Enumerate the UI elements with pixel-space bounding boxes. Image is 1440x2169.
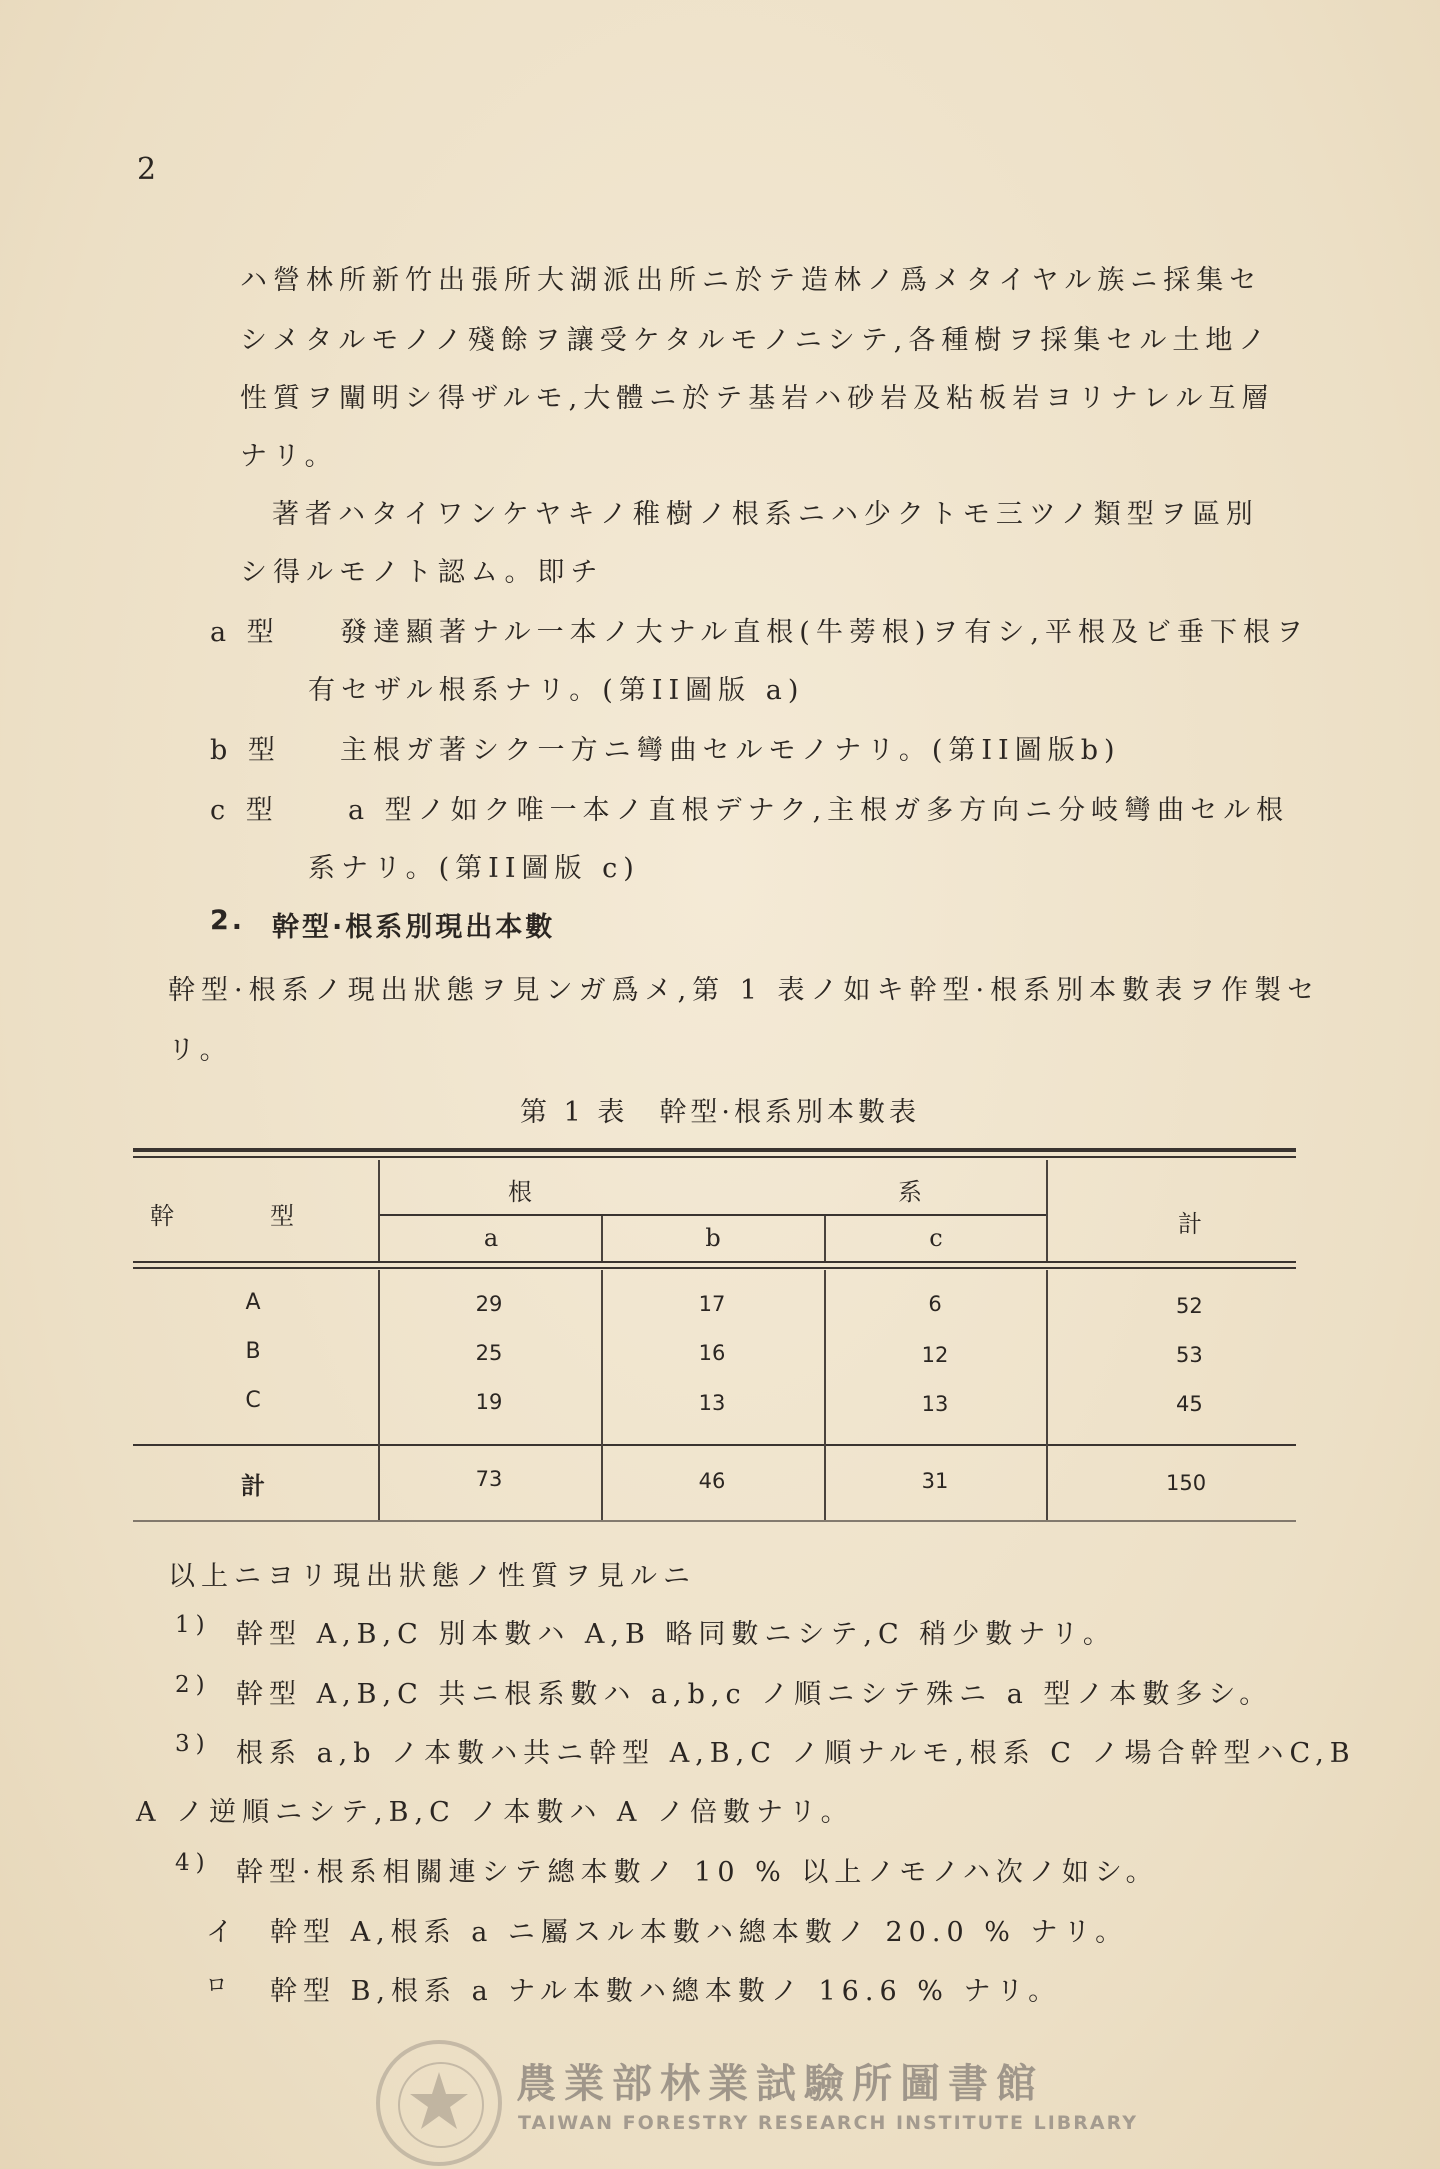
para3-line-1: 幹型·根系ノ現出狀態ヲ見ンガ爲メ,第 1 表ノ如キ幹型·根系別本數表ヲ作製セ: [168, 975, 1321, 1006]
table-cell: 25: [475, 1341, 503, 1365]
table-cell: 52: [1176, 1294, 1203, 1318]
point-2-text: 幹型 A,B,C 共ニ根系數ハ a,b,c ノ順ニシテ殊ニ a 型ノ本數多シ。: [236, 1679, 1273, 1710]
table-top-rule: [133, 1148, 1296, 1152]
subpoint-1-marker: イ: [206, 1917, 239, 1948]
library-seal-logo: [376, 2040, 502, 2166]
header-bottom-rule-2: [133, 1267, 1296, 1269]
para1-line-1: ハ營林所新竹出張所大湖派出所ニ於テ造林ノ爲メタイヤル族ニ採集セ: [240, 265, 1263, 296]
library-name-en: TAIWAN FORESTRY RESEARCH INSTITUTE LIBRARY: [518, 2112, 1138, 2134]
table-cell: 53: [1176, 1343, 1203, 1367]
total-cell: 73: [475, 1467, 503, 1491]
para1-line-3: 性質ヲ闡明シ得ザルモ,大體ニ於テ基岩ハ砂岩及粘板岩ヨリナレル互層: [240, 383, 1275, 414]
para4-line: 以上ニヨリ現出狀態ノ性質ヲ見ルニ: [168, 1561, 696, 1592]
page-number: 2: [137, 152, 157, 187]
header-root-2: 系: [898, 1178, 922, 1206]
type-b-label: b 型: [210, 735, 281, 766]
seal-star-icon: [380, 2044, 498, 2162]
table-cell: 16: [698, 1341, 726, 1365]
section-number: 2.: [210, 905, 246, 936]
table-cell: 45: [1176, 1392, 1203, 1416]
para2-line-2: シ得ルモノト認ム。即チ: [240, 557, 604, 588]
subheader-a: a: [483, 1224, 499, 1252]
row-label: A: [245, 1290, 261, 1315]
header-stem-type: 幹 型: [150, 1202, 300, 1230]
subheader-b: b: [705, 1224, 721, 1252]
table-top-rule-2: [133, 1156, 1296, 1158]
para1-line-4: ナリ。: [240, 441, 338, 472]
subpoint-2-marker: ロ: [206, 1973, 233, 1997]
table-cell: 29: [475, 1292, 503, 1316]
type-a-label: a 型: [210, 617, 280, 648]
subpoint-1-text: 幹型 A,根系 a ニ屬スル本數ハ總本數ノ 20.0 % ナリ。: [270, 1917, 1129, 1948]
subheader-c: c: [929, 1224, 943, 1252]
row-label: B: [245, 1339, 261, 1364]
para1-line-2: シメタルモノノ殘餘ヲ讓受ケタルモノニシテ,各種樹ヲ採集セル土地ノ: [240, 325, 1272, 356]
table-cell: 19: [475, 1390, 503, 1414]
point-4-number: 4): [175, 1850, 211, 1876]
para2-line-1: 著者ハタイワンケヤキノ稚樹ノ根系ニハ少クトモ三ツノ類型ヲ區別: [272, 499, 1259, 530]
table-cell: 12: [921, 1343, 949, 1367]
header-root-1: 根: [508, 1178, 532, 1206]
total-cell: 150: [1166, 1471, 1207, 1495]
table-cell: 13: [921, 1392, 949, 1416]
table-bottom-rule: [133, 1520, 1296, 1522]
header-bottom-rule: [133, 1261, 1296, 1263]
type-a-line-1: 發達顯著ナル一本ノ大ナル直根(牛蒡根)ヲ有シ,平根及ビ垂下根ヲ: [340, 617, 1309, 648]
point-2-number: 2): [175, 1672, 211, 1698]
table-cell: 17: [698, 1292, 726, 1316]
point-3-number: 3): [175, 1731, 211, 1757]
total-cell: 46: [698, 1469, 726, 1493]
type-c-line-2: 系ナリ。(第II圖版 c): [308, 853, 640, 884]
type-c-label: c 型: [210, 795, 279, 826]
point-1-text: 幹型 A,B,C 別本數ハ A,B 略同數ニシテ,C 稍少數ナリ。: [236, 1619, 1116, 1650]
section-title: 幹型·根系別現出本數: [272, 912, 556, 943]
type-c-line-1: a 型ノ如ク唯一本ノ直根デナク,主根ガ多方向ニ分岐彎曲セル根: [348, 795, 1290, 826]
total-cell: 31: [921, 1469, 949, 1493]
library-name-zh: 農業部林業試驗所圖書館: [516, 2061, 1044, 2107]
total-row-label: 計: [241, 1472, 265, 1500]
point-1-number: 1): [175, 1612, 211, 1638]
header-total: 計: [1178, 1210, 1202, 1238]
header-split-rule: [379, 1214, 1046, 1216]
point-3-text-2: A ノ逆順ニシテ,B,C ノ本數ハ A ノ倍數ナリ。: [136, 1797, 854, 1828]
type-b-line-1: 主根ガ著シク一方ニ彎曲セルモノナリ。(第II圖版b): [340, 735, 1121, 766]
point-4-text: 幹型·根系相關連シテ總本數ノ 10 % 以上ノモノハ次ノ如シ。: [236, 1857, 1159, 1888]
table-cell: 6: [928, 1292, 942, 1316]
row-label: C: [245, 1388, 261, 1413]
table-cell: 13: [698, 1391, 726, 1415]
type-a-line-2: 有セザル根系ナリ。(第II圖版 a): [308, 675, 805, 706]
subpoint-2-text: 幹型 B,根系 a ナル本數ハ總本數ノ 16.6 % ナリ。: [270, 1976, 1062, 2007]
total-separator-rule: [133, 1444, 1296, 1446]
point-3-text-1: 根系 a,b ノ本數ハ共ニ幹型 A,B,C ノ順ナルモ,根系 C ノ場合幹型ハC,B: [236, 1738, 1356, 1769]
para3-line-2: リ。: [168, 1035, 233, 1066]
table-caption: 第 1 表 幹型·根系別本數表: [520, 1097, 920, 1128]
